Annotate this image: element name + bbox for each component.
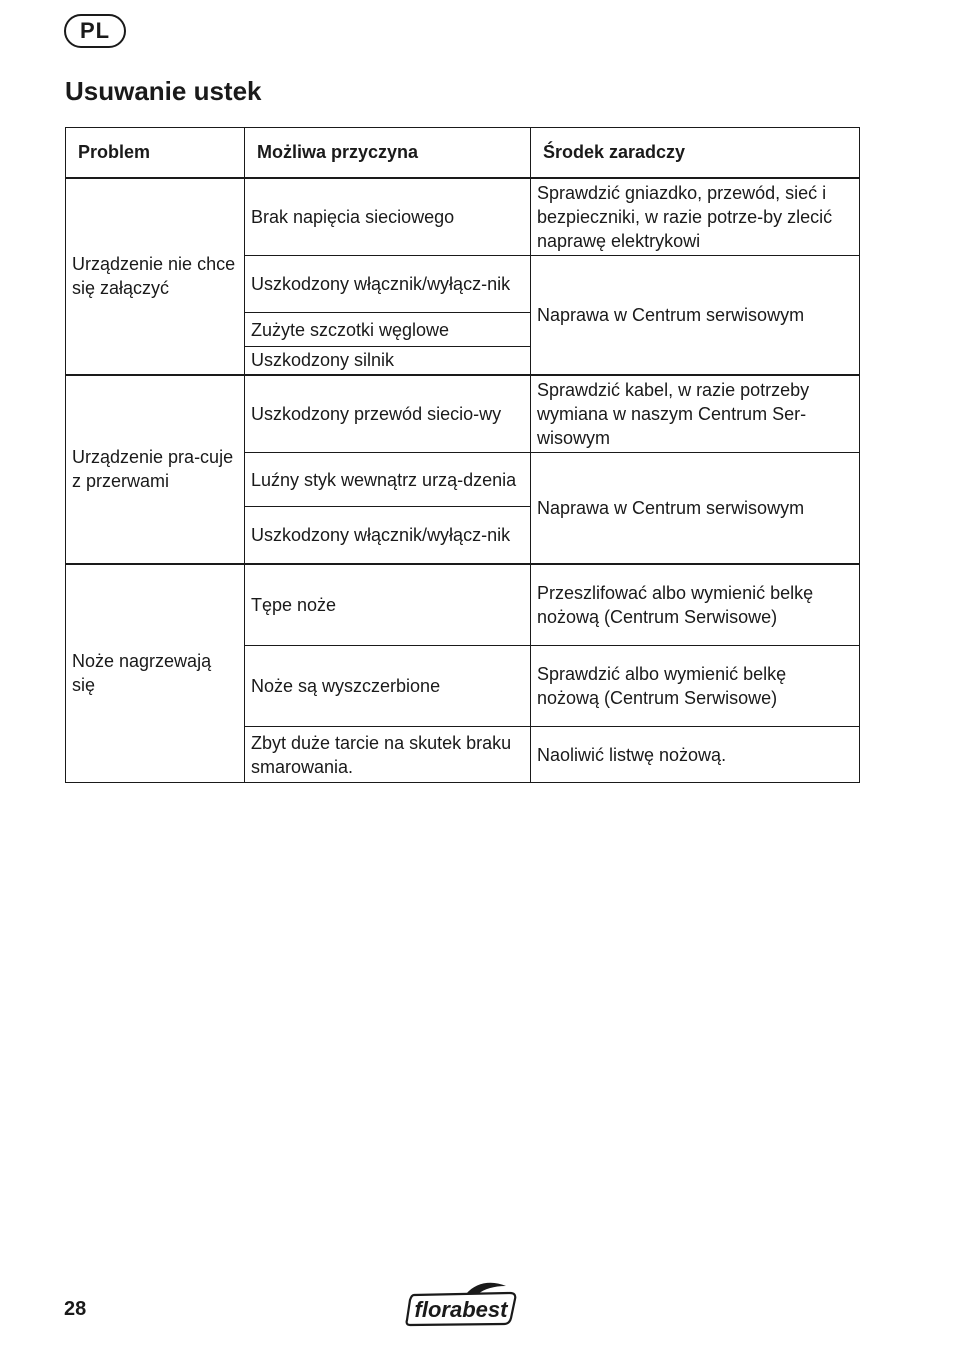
- cause-cell: Zużyte szczotki węglowe: [245, 313, 531, 347]
- language-code: PL: [79, 18, 111, 43]
- remedy-cell: Sprawdzić albo wymienić belkę nożową (Centrum Serwisowe): [531, 646, 860, 727]
- troubleshooting-table: [65, 127, 860, 783]
- problem-group-1: [66, 178, 860, 375]
- table-row: [66, 178, 860, 256]
- header-cause: Możliwa przyczyna: [245, 128, 531, 178]
- remedy-cell: Przeszlifować albo wymienić belkę nożową (Centrum Serwisowe): [531, 564, 860, 646]
- florabest-logo: [404, 1282, 518, 1328]
- cause-cell: Brak napięcia sieciowego: [245, 178, 531, 256]
- cause-cell: Uszkodzony silnik: [245, 347, 531, 375]
- remedy-cell: Naoliwić listwę nożową.: [531, 727, 860, 783]
- problem-cell: Noże nagrzewają się: [66, 564, 245, 783]
- remedy-cell: Naprawa w Centrum serwisowym: [531, 256, 860, 375]
- header-remedy: Środek zaradczy: [531, 128, 860, 178]
- page-title: Usuwanie ustek: [65, 76, 262, 106]
- table-header-row: [66, 128, 860, 178]
- cause-cell: Luźny styk wewnątrz urzą-dzenia: [245, 453, 531, 507]
- cause-cell: Zbyt duże tarcie na skutek braku smarowania.: [245, 727, 531, 783]
- problem-cell: Urządzenie nie chce się załączyć: [66, 178, 245, 375]
- cause-cell: Uszkodzony włącznik/wyłącz-nik: [245, 256, 531, 313]
- page-number: 28: [64, 1298, 87, 1320]
- header-problem: Problem: [66, 128, 245, 178]
- remedy-cell: Naprawa w Centrum serwisowym: [531, 453, 860, 564]
- remedy-cell: Sprawdzić gniazdko, przewód, sieć i bezpieczniki, w razie potrze-by zlecić naprawę elektrykowi: [531, 178, 860, 256]
- problem-group-3: [66, 564, 860, 783]
- cause-cell: Tępe noże: [245, 564, 531, 646]
- problem-cell: Urządzenie pra-cuje z przerwami: [66, 375, 245, 564]
- cause-cell: Uszkodzony przewód siecio-wy: [245, 375, 531, 453]
- svg-text:florabest: florabest: [414, 1297, 508, 1322]
- table-row: [66, 375, 860, 453]
- language-badge: [64, 14, 126, 48]
- cause-cell: Noże są wyszczerbione: [245, 646, 531, 727]
- cause-cell: Uszkodzony włącznik/wyłącz-nik: [245, 507, 531, 564]
- remedy-cell: Sprawdzić kabel, w razie potrzeby wymiana w naszym Centrum Ser-wisowym: [531, 375, 860, 453]
- table-row: [66, 564, 860, 646]
- problem-group-2: [66, 375, 860, 564]
